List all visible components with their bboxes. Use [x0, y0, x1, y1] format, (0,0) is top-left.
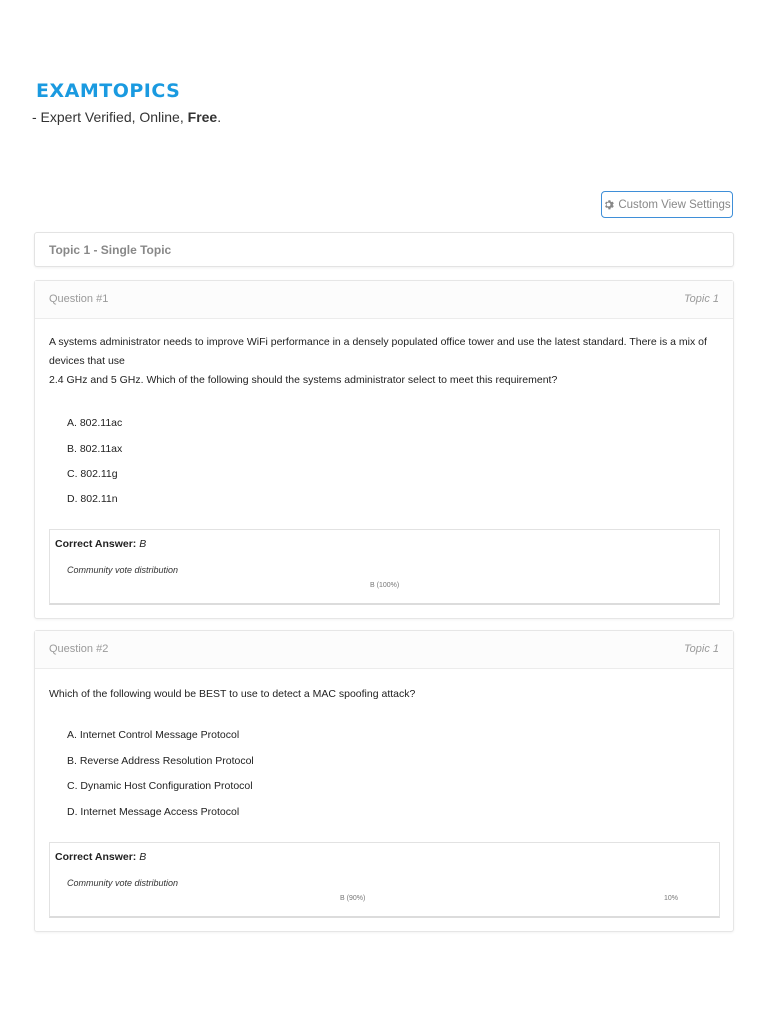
vote-distribution-title: Community vote distribution: [67, 565, 179, 575]
correct-answer-box: [49, 842, 720, 918]
question-number: Question #2: [49, 643, 109, 655]
vote-bar-label: 10%: [664, 895, 679, 902]
question-card: [34, 630, 734, 932]
choice-a[interactable]: A. Internet Control Message Protocol: [67, 729, 240, 741]
topic-header: [34, 232, 734, 267]
tagline-prefix: - Expert Verified, Online,: [32, 109, 188, 125]
tagline: [32, 109, 221, 125]
question-text-line: 2.4 GHz and 5 GHz. Which of the following should the systems administrator select to meet this requirement?: [49, 374, 558, 386]
correct-answer-value: B: [139, 538, 147, 550]
logo-text: EXAMTOPICS: [36, 80, 181, 102]
choice-c[interactable]: C. Dynamic Host Configuration Protocol: [67, 780, 253, 792]
choice-b[interactable]: B. Reverse Address Resolution Protocol: [67, 755, 254, 767]
tagline-bold: Free: [187, 109, 218, 125]
settings-label: Custom View Settings: [618, 198, 731, 211]
correct-answer-label: Correct Answer:: [55, 538, 137, 550]
examtopics-logo[interactable]: [36, 79, 180, 103]
question-topic: Topic 1: [683, 643, 719, 655]
question-text: [49, 685, 719, 704]
question-topic: Topic 1: [683, 293, 719, 305]
question-text-line: devices that use: [49, 355, 125, 367]
question-header: [35, 281, 733, 319]
tagline-suffix: .: [217, 109, 222, 125]
gear-icon: [603, 199, 614, 210]
correct-answer: [55, 538, 146, 550]
correct-answer-value: B: [139, 851, 147, 863]
question-card: [34, 280, 734, 619]
choice-d[interactable]: D. Internet Message Access Protocol: [67, 806, 240, 818]
question-header: [35, 631, 733, 669]
question-text: [49, 333, 719, 390]
choice-d[interactable]: D. 802.11n: [67, 493, 118, 505]
choice-b[interactable]: B. 802.11ax: [67, 443, 123, 455]
question-text-line: Which of the following would be BEST to use to detect a MAC spoofing attack?: [49, 688, 416, 700]
choice-a[interactable]: A. 802.11ac: [67, 417, 123, 429]
vote-distribution-title: Community vote distribution: [67, 878, 179, 888]
question-text-line: A systems administrator needs to improve WiFi performance in a densely populated office tower and use the latest standard. There is a mix of: [49, 336, 707, 348]
choice-c[interactable]: C. 802.11g: [67, 468, 118, 480]
correct-answer-box: [49, 529, 720, 605]
vote-bar-label: B (100%): [370, 582, 400, 589]
vote-bar-label: B (90%): [340, 895, 366, 902]
correct-answer-label: Correct Answer:: [55, 851, 137, 863]
question-number: Question #1: [49, 293, 109, 305]
topic-title: Topic 1 - Single Topic: [49, 243, 172, 257]
custom-view-settings-button[interactable]: [601, 191, 733, 218]
correct-answer: [55, 851, 146, 863]
